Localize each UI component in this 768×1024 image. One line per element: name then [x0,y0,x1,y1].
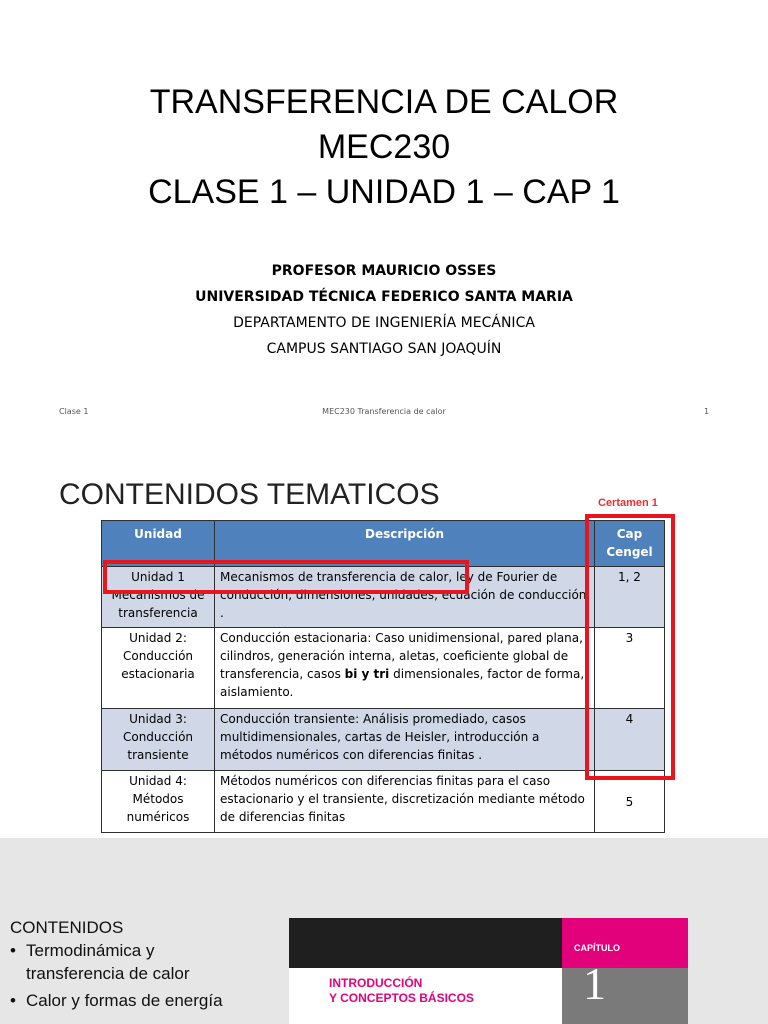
footer-center: MEC230 Transferencia de calor [322,407,446,416]
chapter-number: 1 [583,958,606,1009]
slide-heading: CONTENIDOS TEMATICOS [59,478,440,511]
title-line-3: CLASE 1 – UNIDAD 1 – CAP 1 [148,173,620,211]
cap-cell: 5 [595,771,665,833]
title-line-1: TRANSFERENCIA DE CALOR [149,83,619,121]
chapter-label: CAPÍTULO [574,943,620,953]
descripcion-cell: Mecanismos de transferencia de calor, ley de Fourier de conducción, dimensiones, unidades, ecuación de conducción . [215,567,595,628]
chapter-title: INTRODUCCIÓN Y CONCEPTOS BÁSICOS [329,976,474,1005]
table-row [102,628,665,709]
department-name: DEPARTAMENTO DE INGENIERÍA MECÁNICA [233,315,535,331]
footer-left: Clase 1 [59,407,89,416]
unidad-cell: Unidad 3: Conducción transiente [102,709,215,771]
descripcion-cell: Métodos numéricos con diferencias finitas para el caso estacionario y el transiente, discretización mediante método de diferencias finitas [215,771,595,833]
cap-cell: 1, 2 [595,567,665,628]
highlight-cap-column-box [585,514,675,780]
contents-list [10,916,246,1012]
highlight-unidad1-box [103,560,469,594]
slide-title [0,80,768,215]
descripcion-cell: Conducción transiente: Análisis promediado, casos multidimensionales, cartas de Heisler, introducción a métodos numéricos con diferencias finitas . [215,709,595,771]
descripcion-cell: Conducción estacionaria: Caso unidimensional, pared plana, cilindros, generación interna, aletas, coeficiente global de transferencia, casos bi y tri dimensionales, factor de forma, aislamiento. [215,628,595,709]
cap-cell: 3 [595,628,665,709]
page-number: 1 [704,407,710,416]
book-chapter-image [289,918,688,1024]
professor-name: PROFESOR MAURICIO OSSES [271,263,497,279]
unidad-cell: Unidad 4: Métodos numéricos [102,771,215,833]
contents-slide-3 [0,838,768,1024]
table-row [102,771,665,833]
unidad-cell: Unidad 1 Mecanismos de transferencia [102,567,215,628]
certamen-annotation: Certamen 1 [598,497,658,509]
unidad-cell: Unidad 2: Conducción estacionaria [102,628,215,709]
contents-slide [0,432,768,838]
campus-name: CAMPUS SANTIAGO SAN JOAQUÍN [266,341,502,357]
title-line-2: MEC230 [317,128,451,166]
chapter-number-area [562,968,688,1024]
header-unidad: Unidad [102,521,215,567]
title-slide [0,0,768,432]
cap-cell: 4 [595,709,665,771]
table-row [102,709,665,771]
header-descripcion: Descripción [215,521,595,567]
author-block [0,258,768,362]
list-item: • Calor y formas de energía [10,989,246,1012]
section-heading: CONTENIDOS [10,918,124,937]
book-header-dark [289,918,562,968]
header-cap: Cap Cengel [595,521,665,567]
university-name: UNIVERSIDAD TÉCNICA FEDERICO SANTA MARIA [195,289,573,305]
list-item: • Termodinámica y transferencia de calor [10,939,246,985]
